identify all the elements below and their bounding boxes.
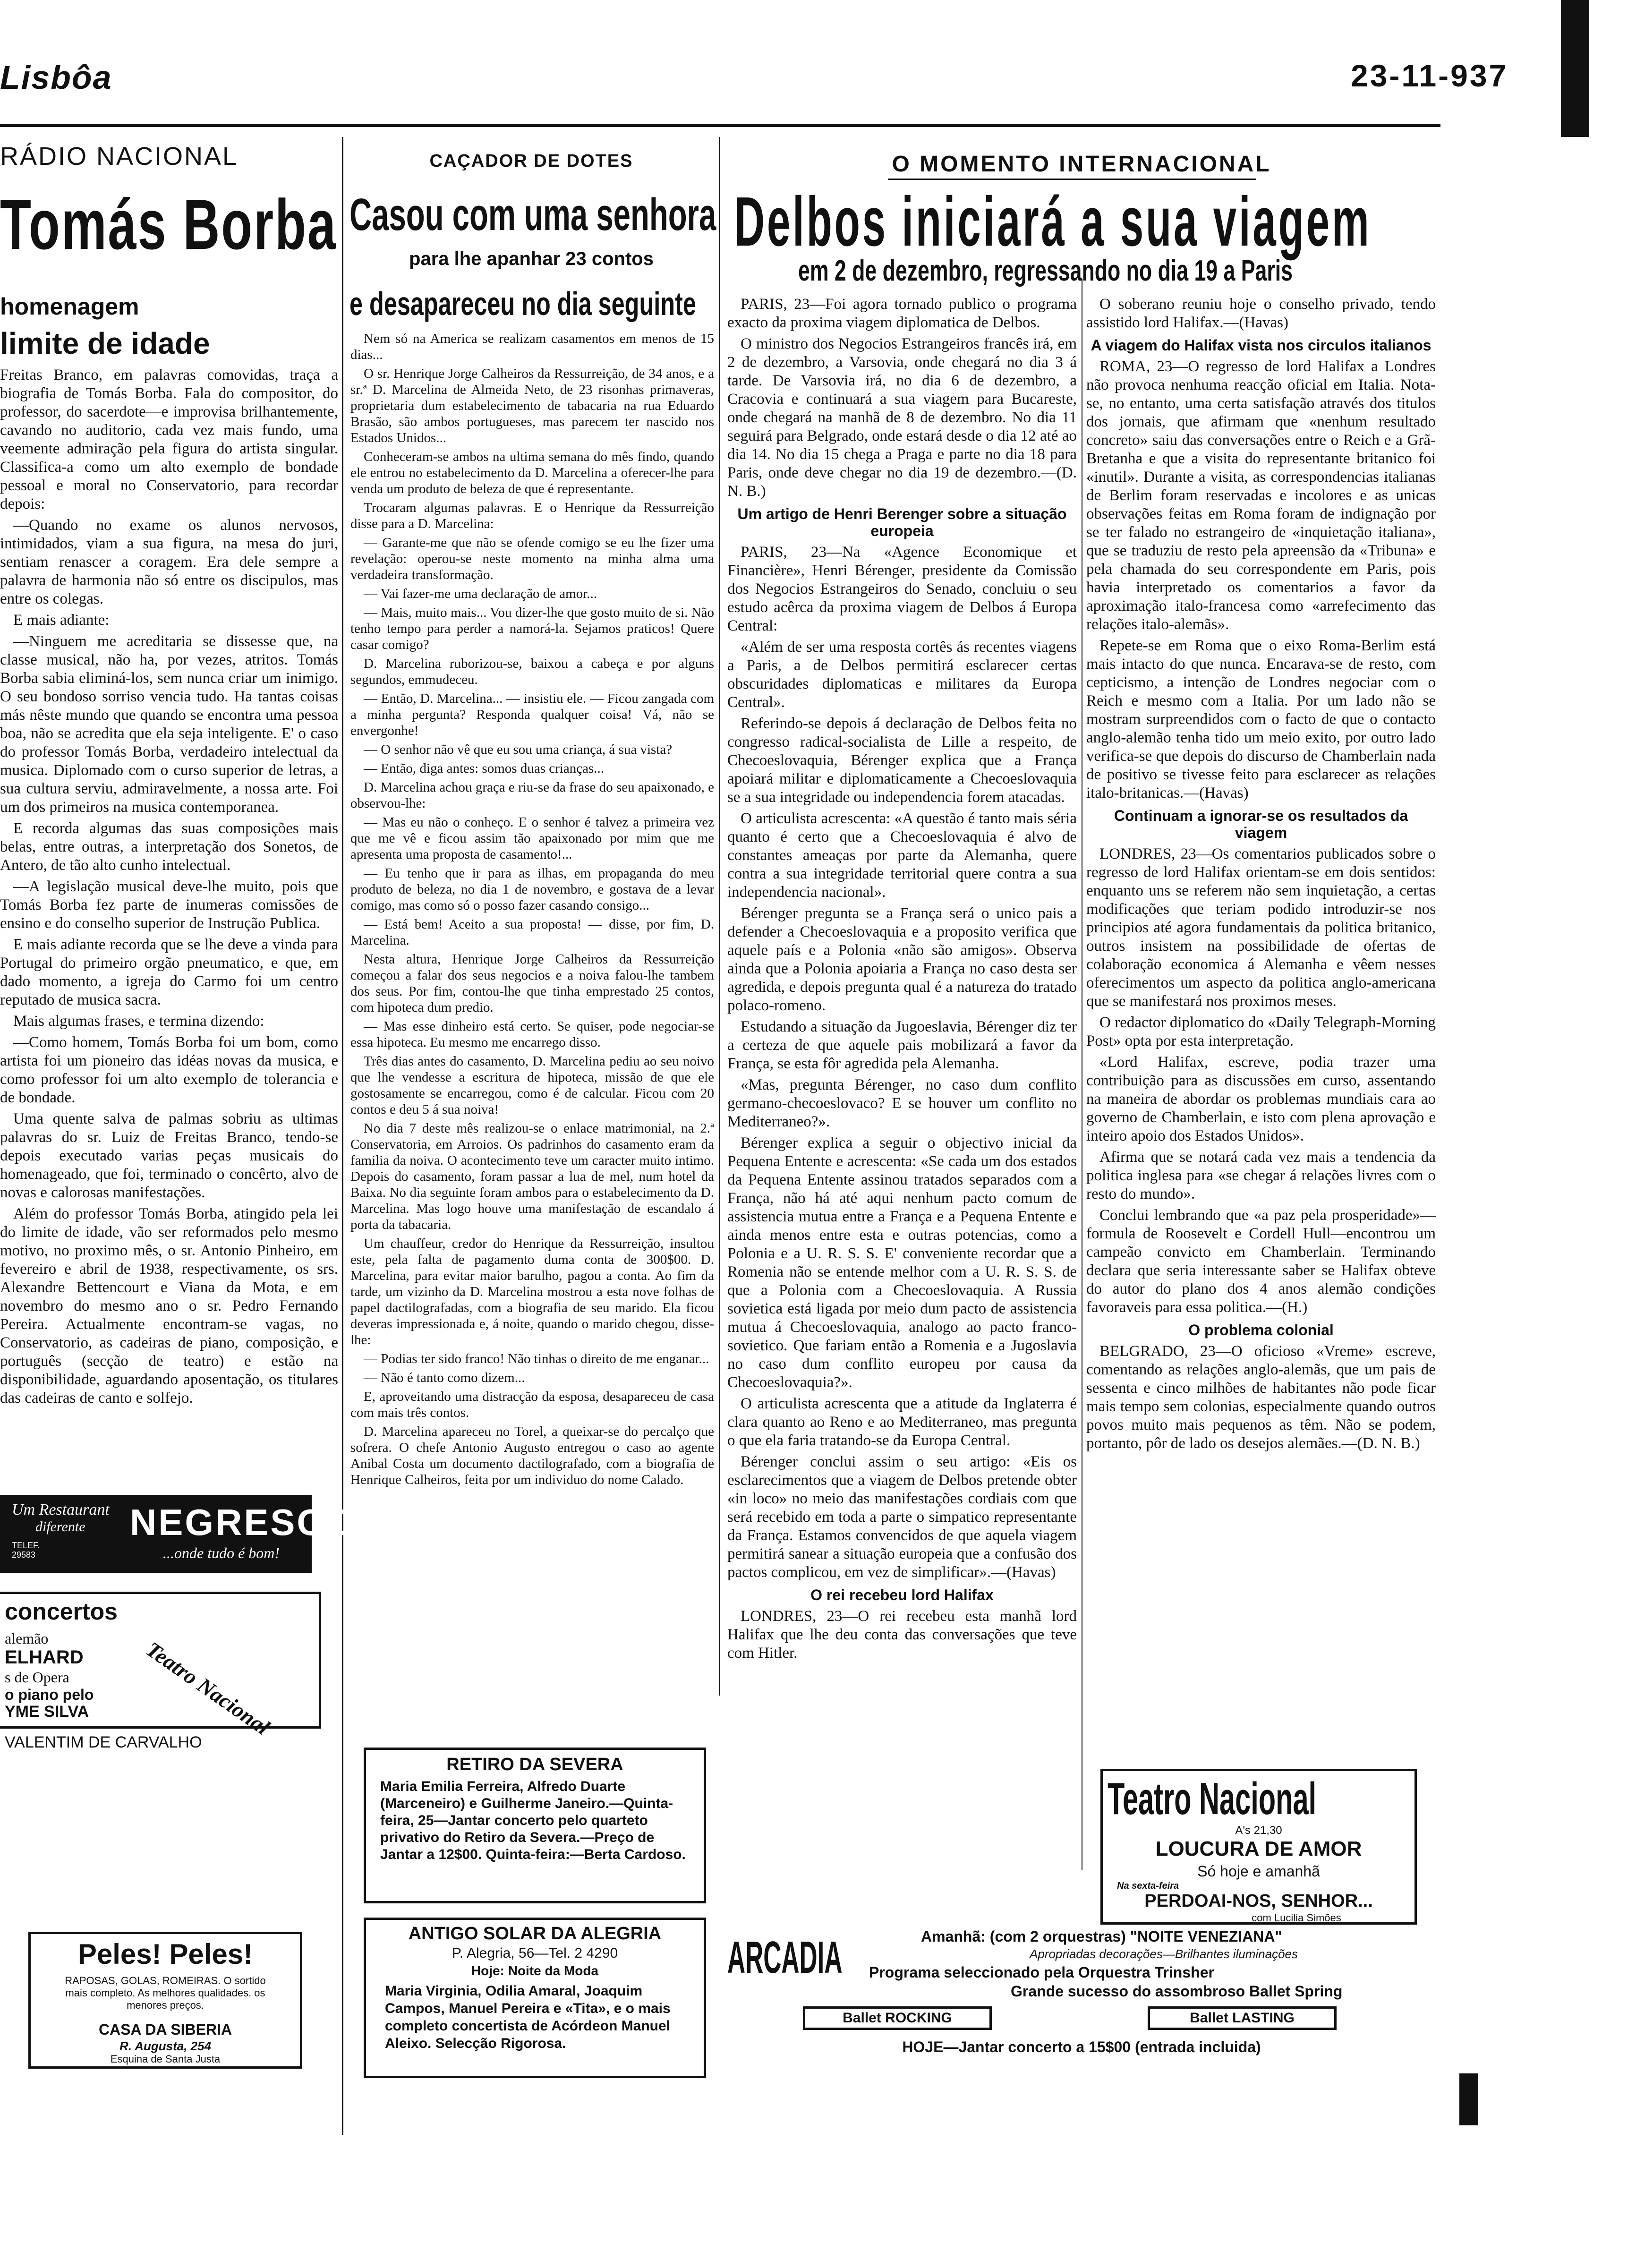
section-heading: O MOMENTO INTERNACIONAL <box>892 152 1271 177</box>
ad-text: Um Restaurant <box>12 1501 110 1518</box>
article-title: Casou com uma senhora <box>349 189 716 240</box>
article-body <box>1086 295 1436 1594</box>
paragraph: Uma quente salva de palmas sobriu as ultimas palavras do sr. Luiz de Freitas Branco, tendo-se depois executado varias peças musicais do homenageado, que foi, terminado o concêrto, alvo de novas e calorosas manifestações. <box>0 1110 338 1201</box>
paragraph: Mais algumas frases, e termina dizendo: <box>13 1013 264 1030</box>
paragraph: «Além de ser uma resposta cortês ás recentes viagens a Paris, a de Delbos permitirá esclarecer certas obscuridades diplomaticas e militares da Europa Central». <box>727 639 1077 711</box>
article-title: e desapareceu no dia seguinte <box>349 285 696 322</box>
ad-text: RAPOSAS, GOLAS, ROMEIRAS. O sortido mais completo. As melhores qualidades. os menores preços. <box>65 1975 266 2011</box>
ad-title: Peles! Peles! <box>77 1938 253 1970</box>
paragraph: O redactor diplomatico do «Daily Telegraph-Morning Post» opta por esta interpretação. <box>1086 1014 1436 1049</box>
ad-title: concertos <box>5 1598 118 1625</box>
subheading: O rei recebeu lord Halifax <box>810 1586 994 1603</box>
ad-today: HOJE—Jantar concerto a 15$00 (entrada incluida) <box>902 2038 1261 2055</box>
paragraph: D. Marcelina ruborizou-se, baixou a cabeça e por alguns segundos, emmudeceu. <box>350 656 714 687</box>
ad-text: Programa seleccionado pela Orquestra Trinsher <box>869 1964 1214 1981</box>
solar-alegria-ad <box>364 1918 706 2078</box>
paragraph: E, aproveitando uma distracção da esposa, desapareceu de casa com mais três contos. <box>350 1389 714 1420</box>
concertos-ad <box>0 1592 321 1740</box>
article-body <box>350 331 714 1563</box>
ad-brand: NEGRESCO <box>130 1501 356 1543</box>
ad-address: R. Augusta, 254 <box>119 2039 212 2053</box>
paragraph: LONDRES, 23—Os comentarios publicados sobre o regresso de lord Halifax orientam-se em dois sentidos: enquanto uns se referem não sem inquietação, a certas modificações que teriam podido introduzir-se nos principios até agora fundamentais da politica britanico, outros insistem na possibilidade de ofertas de colaboração economica á Alemanha e vêem nesses oferecimentos um aspecto da politica anglo-americana que se manifestará nos proximos meses. <box>1086 845 1436 1010</box>
paragraph: —Quando no exame os alunos nervosos, intimidados, viam a sua figura, na mesa do juri, sentiam renascer a coragem. Era dele sempre a palavra de harmonia não só entre os discipulos, mas entre os colegas. <box>0 517 338 607</box>
paragraph: O articulista acrescenta que a atitude da Inglaterra é clara quanto ao Reno e ao Mediterraneo, mas pregunta o que ela faria tratando-se da Europa Central. <box>727 1395 1077 1449</box>
ad-time: A's 21,30 <box>1235 1824 1282 1837</box>
paragraph: D. Marcelina achou graça e riu-se da frase do seu apaixonado, e observou-lhe: <box>350 780 714 811</box>
article-body <box>0 366 338 1490</box>
paragraph: — Podias ter sido franco! Não tinhas o direito de me enganar... <box>364 1351 709 1366</box>
paragraph: Conheceram-se ambos na ultima semana do mês findo, quando ele entrou no estabelecimento da D. Marcelina a oferecer-lhe para venda um produto de beleza de que é representante. <box>350 449 714 496</box>
ad-name: ARCADIA <box>727 1932 843 1983</box>
paragraph: D. Marcelina apareceu no Torel, a queixar-se do percalço que sofrera. O chefe Antonio Augusto entregou o caso ao agente Anibal Costa um documento dactilografado, com a biografia de Henrique Calheiros, feita por um individuo do nome Calado. <box>350 1424 714 1487</box>
ad-slogan: ...onde tudo é bom! <box>163 1544 280 1561</box>
ad-text: diferente <box>35 1519 85 1535</box>
paragraph: Estudando a situação da Jugoeslavia, Bérenger diz ter a certeza de que aquele pais mobilizará a favor da França, se esta fôr agredida pela Alemanha. <box>727 1018 1077 1072</box>
arcadia-ad <box>727 1927 1445 2125</box>
paragraph: Bérenger pregunta se a França será o unico pais a defender a Checoeslovaquia e a proposito verifica que aquele país e a Polonia «não são amigos». Observa ainda que a Polonia apoiaria a França no caso desta ser agredida, e depois pregunta qual é a natureza do tratado polaco-romeno. <box>727 905 1077 1014</box>
ad-stamp: Teatro Nacional <box>142 1637 274 1740</box>
paragraph: Conclui lembrando que «a paz pela prosperidade»—formula de Roosevelt e Cordell Hull—encontrou um campeão convicto em Chamberlain. Terminando declara que seria interessante saber se Halifax obteve do autor do plano dos 4 anos alemão condições favoraveis para essa politica.—(H.) <box>1086 1207 1436 1316</box>
article-title: Delbos iniciará a sua viagem <box>734 183 1372 261</box>
ad-ballet-badge: Ballet LASTING <box>1148 2006 1337 2030</box>
ad-when: Só hoje e amanhã <box>1197 1863 1320 1880</box>
ad-title: ANTIGO SOLAR DA ALEGRIA <box>408 1924 662 1944</box>
ad-address-corner: Esquina de Santa Justa <box>110 2053 221 2065</box>
paragraph: Repete-se em Roma que o eixo Roma-Berlim está mais intacto do que nunca. Encarava-se de resto, com cepticismo, a intenção de Londres negociar com o Reich e mesmo com a Italia. Por um lado não se mostram surpreendidos com o facto de que o contacto anglo-alemão tenha tido um meio exito, por outro lado verifica-se que depois do discurso de Chamberlain nada de positivo se tivesse feito para esclarecer as relações italo-britanicas.—(Havas) <box>1086 637 1436 801</box>
paragraph: ROMA, 23—O regresso de lord Halifax a Londres não provoca nenhuma reacção oficial em Italia. Nota-se, no entanto, uma certa satisfação através dos titulos dos jornais, que afirmam que «nenhum resultado concreto» saiu das conversações entre o Reich e a Grã-Bretanha e que a visita do representante britanico foi «inutil». Durante a visita, as correspondencias italianas de Berlim foram reservadas e incolores e as unicas observações feitas em Roma foram de indignação por se ter falado no estrangeiro de «inquietação italiana», que se traduziu de resto pela apreensão da «Tribuna» e pela chamada do seu correspondente em Paris, pois havia interpretado os comentarios a favor da aproximação italo-francesa como «arrefecimento das relações italo-alemãs». <box>1086 358 1436 633</box>
ad-text: Amanhã: (com 2 orquestras) "NOITE VENEZIANA" <box>921 1928 1282 1945</box>
column-rule <box>719 137 720 1696</box>
article-subtitle: homenagem <box>0 293 139 320</box>
paragraph: E mais adiante recorda que se lhe deve a vinda para Portugal do primeiro orgão pneumatico, e que, em dado momento, a igreja do Carmo foi um centro reputado de musica sacra. <box>0 936 338 1008</box>
ad-line: YME SILVA <box>5 1703 89 1721</box>
paragraph: —Ninguem me acreditaria se dissesse que, na classe musical, não ha, por vezes, atritos. Tomás Borba sabia eliminá-los, sem nunca criar um inimigo. O seu bondoso sorriso vencia tudo. Ha tantas coisas más nêste mundo que quando se encontra uma pessoa boa, não se acredita que ela seja inteligente. E' o caso do professor Tomás Borba, verdadeiro intelectual da musica. Diplomado com o curso superior de letras, a sua cultura serviu, admiravelmente, a nossa arte. Foi um dos primeiros na musica contemporanea. <box>0 633 338 816</box>
paragraph: Nem só na America se realizam casamentos em menos de 15 dias... <box>350 331 714 362</box>
ad-next-show: PERDOAI-NOS, SENHOR... <box>1144 1891 1373 1911</box>
paragraph: O sr. Henrique Jorge Calheiros da Ressurreição, de 34 anos, e a sr.ª D. Marcelina de Almeida Neto, de 23 risonhas primaveras, proprietaria dum estabelecimento de tabacaria na rua Eduardo Brasão, são ambos portugueses, mas parecem ter nascido nos Estados Unidos... <box>350 366 714 445</box>
subheading: Continuam a ignorar-se os resultados da viagem <box>1114 807 1408 841</box>
peles-ad <box>28 1932 302 2069</box>
paragraph: — Não é tanto como dizem... <box>364 1370 525 1385</box>
paragraph: O articulista acrescenta: «A questão é tanto mais séria quanto é certo que a Checoeslovaquia é alvo de constantes ameaças por parte da Alemanha, quere contra a sua integridade territorial quere contra a sua independencia nacional». <box>727 810 1077 901</box>
section-heading: CAÇADOR DE DOTES <box>429 151 633 171</box>
ad-ballet-badge: Ballet ROCKING <box>803 2006 992 2030</box>
ad-today: Hoje: Noite da Moda <box>471 1963 599 1978</box>
paragraph: BELGRADO, 23—O oficioso «Vreme» escreve, comentando as relações anglo-alemãs, que um pais de sessenta e cinco milhões de habitantes não pode ficar mais tempo sem colonias, especialmente quando outros povos muito mais pequenos as têm. Não se podem, portanto, pôr de lado os desejos alemães.—(D. N. B.) <box>1086 1343 1436 1452</box>
paragraph: «Lord Halifax, escreve, podia trazer uma contribuição para as discussões em curso, assentando na maneira de abordar os problemas mundiais cara ao governo de Chamberlain, e isto com plena aprovação e inteiro apoio dos Estados Unidos». <box>1086 1054 1436 1144</box>
ad-line: ELHARD <box>5 1647 84 1668</box>
paragraph: Afirma que se notará cada vez mais a tendencia da politica inglesa para «se chegar á relações livres com o resto do mundo». <box>1086 1149 1436 1202</box>
ad-address: P. Alegria, 56—Tel. 2 4290 <box>452 1945 618 1961</box>
article-subtitle: em 2 de dezembro, regressando no dia 19 a Paris <box>798 255 1293 287</box>
paragraph: PARIS, 23—Na «Agence Economique et Financière», Henri Bérenger, presidente da Comissão dos Negocios Estrangeiros do Senado, concluiu o seu estudo acêrca da proxima viagem de Delbos á Europa Central: <box>727 544 1077 634</box>
paragraph: —A legislação musical deve-lhe muito, pois que Tomás Borba fez parte de inumeras comissões de ensino e do conselho superior de Instrução Publica. <box>0 878 338 932</box>
edge-marker <box>1561 0 1589 137</box>
paragraph: — Mas esse dinheiro está certo. Se quiser, pode negociar-se essa hipoteca. Eu mesmo me encarrego disso. <box>350 1019 714 1050</box>
paragraph: Além do professor Tomás Borba, atingido pela lei do limite de idade, vão ser reformados pelo mesmo motivo, no proximo mês, o sr. Antonio Pinheiro, em fevereiro e abril de 1938, respectivamente, os srs. Alexandre Bettencourt e Viana da Mota, e em novembro do mesmo ano o sr. Pedro Fernando Pereira. Actualmente encontram-se vagas, no Conservatorio, as cadeiras de piano, composição, e português (secção de teatro) e estão na disponibilidade, aguardando aposentação, os titulares das cadeiras de canto e solfejo. <box>0 1205 338 1407</box>
paragraph: — Mais, muito mais... Vou dizer-lhe que gosto muito de si. Não tenho tempo para perder a namorá-la. Sejamos praticos! Quere casar comigo? <box>350 605 714 652</box>
article-subtitle: limite de idade <box>0 326 210 360</box>
ad-text: Maria Emilia Ferreira, Alfredo Duarte (Marceneiro) e Guilherme Janeiro.—Quinta-feira, 25—Jantar concerto pelo quarteto privativo do Retiro da Severa.—Preço de Jantar a 12$00. Quinta-feira:—Berta Cardoso. <box>380 1779 686 1862</box>
paragraph: — Está bem! Aceito a sua proposta! — disse, por fim, D. Marcelina. <box>350 917 714 948</box>
subheading: O problema colonial <box>1188 1322 1334 1339</box>
ad-title: RETIRO DA SEVERA <box>446 1755 623 1774</box>
paragraph: — Mas eu não o conheço. E o senhor é talvez a primeira vez que me vê e ficou assim tão apaixonado por mim que me apresenta uma proposta de casamento!... <box>350 815 714 862</box>
paragraph: E mais adiante: <box>13 612 110 629</box>
ad-line: alemão <box>5 1630 49 1647</box>
paragraph: LONDRES, 23—O rei recebeu esta manhã lord Halifax que lhe deu conta das conversações que teve com Hitler. <box>727 1608 1077 1662</box>
paragraph: Trocaram algumas palavras. E o Henrique da Ressurreição disse para a D. Marcelina: <box>350 500 714 531</box>
ad-show: LOUCURA DE AMOR <box>1155 1837 1362 1860</box>
paragraph: Referindo-se depois á declaração de Delbos feita no congresso radical-socialista de Lille a respeito, de Checoeslovaquia, Bérenger explica que a França apoiará militar e diplomaticamente a Checoeslovaquia se a sua integridade ou independencia forem atacadas. <box>727 715 1077 806</box>
ad-next-label: Na sexta-feira <box>1117 1881 1179 1891</box>
ad-text: Apropriadas decorações—Brilhantes iluminações <box>1030 1947 1298 1961</box>
ad-phone: TELEF. 29583 <box>12 1541 40 1560</box>
section-underline <box>888 179 1256 180</box>
paragraph: Nesta altura, Henrique Jorge Calheiros da Ressurreição começou a falar dos seus negocios e a noiva falou-lhe tambem dos seus. Por fim, contou-lhe que tinha emprestado 25 contos, com hipoteca dum predio. <box>350 952 714 1015</box>
paragraph: Bérenger conclui assim o seu artigo: «Eis os esclarecimentos que a viagem de Delbos pretende obter «in loco» no meio das manifestações cordiais com que será recebido em toda a parte o simpatico representante da França. Estamos convencidos de que aquela viagem permitirá sanear a situação europeia que a confusão dos pactos complicou, em vez de simplificar».—(Havas) <box>727 1453 1077 1581</box>
paragraph: — Então, D. Marcelina... — insistiu ele. — Ficou zangada com a minha pergunta? Responda qualquer coisa! Vá, não se envergonhe! <box>350 691 714 738</box>
column-rule <box>342 137 343 2135</box>
paragraph: — O senhor não vê que eu sou uma criança, á sua vista? <box>364 742 673 757</box>
paragraph: Bérenger explica a seguir o objectivo inicial da Pequena Entente e acrescenta: «Se cada um dos estados da Pequena Entente assinou tratados separados com a França, não há até aqui nenhum pacto comum de assistencia mutua entre a França e a Pequena Entente e ainda menos entre esta e outras potencias, como a Polonia e a U. R. S. S. E' conveniente recordar que a Romenia não se entende melhor com a U. R. S. S. de que a Polonia com a Checoeslovaquia. A Russia sovietica está ligada por meio dum pacto de assistencia mutua á Checoeslovaquia, analogo ao pacto franco-sovietico. Que fariam então a Romenia e a Jugoslavia no caso dum conflito europeu por causa da Checoeslovaquia?». <box>727 1134 1077 1391</box>
ad-store: CASA DA SIBERIA <box>98 2021 232 2038</box>
col1-section <box>0 142 340 171</box>
paragraph: No dia 7 deste mês realizou-se o enlace matrimonial, na 2.ª Conservatoria, em Arroios. Os padrinhos do casamento eram da familia da noiva. O acontecimento teve um caracter muito intimo. Depois do casamento, foram passar a lua de mel, num hotel da Baixa. No dia seguinte foram ambos para o estabelecimento da D. Marcelina. Mas logo houve uma manifestação de escandalo á porta da tabacaria. <box>350 1121 714 1232</box>
ad-with: com Lucilia Simões <box>1252 1912 1341 1924</box>
paragraph: — Eu tenho que ir para as ilhas, em propaganda do meu produto de beleza, no dia 1 de novembro, e gostava de a levar comigo, mas como só o posso fazer casando consigo... <box>350 866 714 913</box>
negresco-ad <box>0 1495 356 1573</box>
paragraph: — Então, diga antes: somos duas crianças... <box>364 761 604 776</box>
paragraph: —Como homem, Tomás Borba foi um bom, como artista foi um pioneiro das idéas novas da musica, e como professor foi um alto exemplo de tolerancia e de bondade. <box>0 1034 338 1106</box>
article-body <box>727 295 1077 1877</box>
subheading: Um artigo de Henri Berenger sobre a situação europeia <box>737 505 1067 539</box>
header-date: 23-11-937 <box>1351 58 1508 93</box>
paragraph: «Mas, pregunta Bérenger, no caso dum conflito germano-checoeslovaco? E se houver um conflito no Mediterraneo?». <box>727 1076 1077 1130</box>
ad-line: VALENTIM DE CARVALHO <box>5 1733 202 1751</box>
section-heading: RÁDIO NACIONAL <box>0 142 239 171</box>
ad-text: Grande sucesso do assombroso Ballet Spring <box>1011 1983 1343 2000</box>
paragraph: O soberano reuniu hoje o conselho privado, tendo assistido lord Halifax.—(Havas) <box>1086 296 1436 331</box>
paragraph: — Vai fazer-me uma declaração de amor... <box>364 586 597 601</box>
ad-text: Maria Virginia, Odilia Amaral, Joaquim Campos, Manuel Pereira e «Tita», e o mais completo concertista de Acórdeon Manuel Aleixo. Selecção Rigorosa. <box>385 1983 671 2051</box>
header-section-name: Lisbôa <box>0 59 112 96</box>
paragraph: Freitas Branco, em palavras comovidas, traça a biografia de Tomás Borba. Fala do compositor, do professor, do sacerdote—e improvisa brilhantemente, cavando no auditorio, cada vez mais fundo, uma veemente admiração pela figura do artista singular. Classifica-a como um alto exemplo de bondade pessoal e moral no Conservatorio, para recordar depois: <box>0 367 338 512</box>
paragraph: O ministro dos Negocios Estrangeiros francês irá, em 2 de dezembro, a Varsovia, onde chegará no dia 3 á tarde. De Varsovia irá, no dia 6 de dezembro, a Cracovia e continuará a sua viagem para Bucareste, onde chegará na manhã de 8 de dezembro. No dia 11 seguirá para Belgrado, onde estará desde o dia 12 até ao dia 14. No dia 15 chega a Praga e parte no dia 18 para Paris, onde deve chegar no dia 19 de dezembro.—(D. N. B.) <box>727 335 1077 500</box>
ad-line: o piano pelo <box>5 1686 94 1703</box>
paragraph: PARIS, 23—Foi agora tornado publico o programa exacto da proxima viagem diplomatica de Delbos. <box>727 296 1077 331</box>
paragraph: — Garante-me que não se ofende comigo se eu lhe fizer uma revelação: operou-se neste momento na minha alma uma verdadeira transformação. <box>350 535 714 582</box>
edge-marker <box>1459 2073 1478 2125</box>
retiro-severa-ad <box>364 1748 706 1903</box>
ad-line: s de Opera <box>5 1669 69 1686</box>
article-title: Tomás Borba <box>0 185 337 264</box>
article-subtitle: para lhe apanhar 23 contos <box>409 248 654 269</box>
paragraph: Três dias antes do casamento, D. Marcelina pediu ao seu noivo que lhe vendesse a escritura de hipoteca, missão de que ele gostosamente se encarregou, como é de calcular. Ficou com 20 contos e deu 5 á sua noiva! <box>350 1054 714 1117</box>
paragraph: E recorda algumas das suas composições mais belas, entre outras, a interpretação dos Sonetos, de Antero, de tão alto cunho intelectual. <box>0 820 338 874</box>
header-rule <box>0 124 1440 127</box>
ad-title: Teatro Nacional <box>1108 1773 1317 1824</box>
subheading: A viagem do Halifax vista nos circulos italianos <box>1091 337 1432 354</box>
teatro-nacional-ad <box>1100 1769 1417 1925</box>
paragraph: Um chauffeur, credor do Henrique da Ressurreição, insultou este, pela falta de pagamento duma conta de 300$00. D. Marcelina, para evitar maior barulho, pagou a conta. Ao fim da tarde, um vizinho da D. Marcelina mostrou a esta nove folhas de papel dactilografadas, com a biografia de seu marido. Ela ficou deveras impressionada e, á noite, quando o marido chegou, disse-lhe: <box>350 1236 714 1347</box>
